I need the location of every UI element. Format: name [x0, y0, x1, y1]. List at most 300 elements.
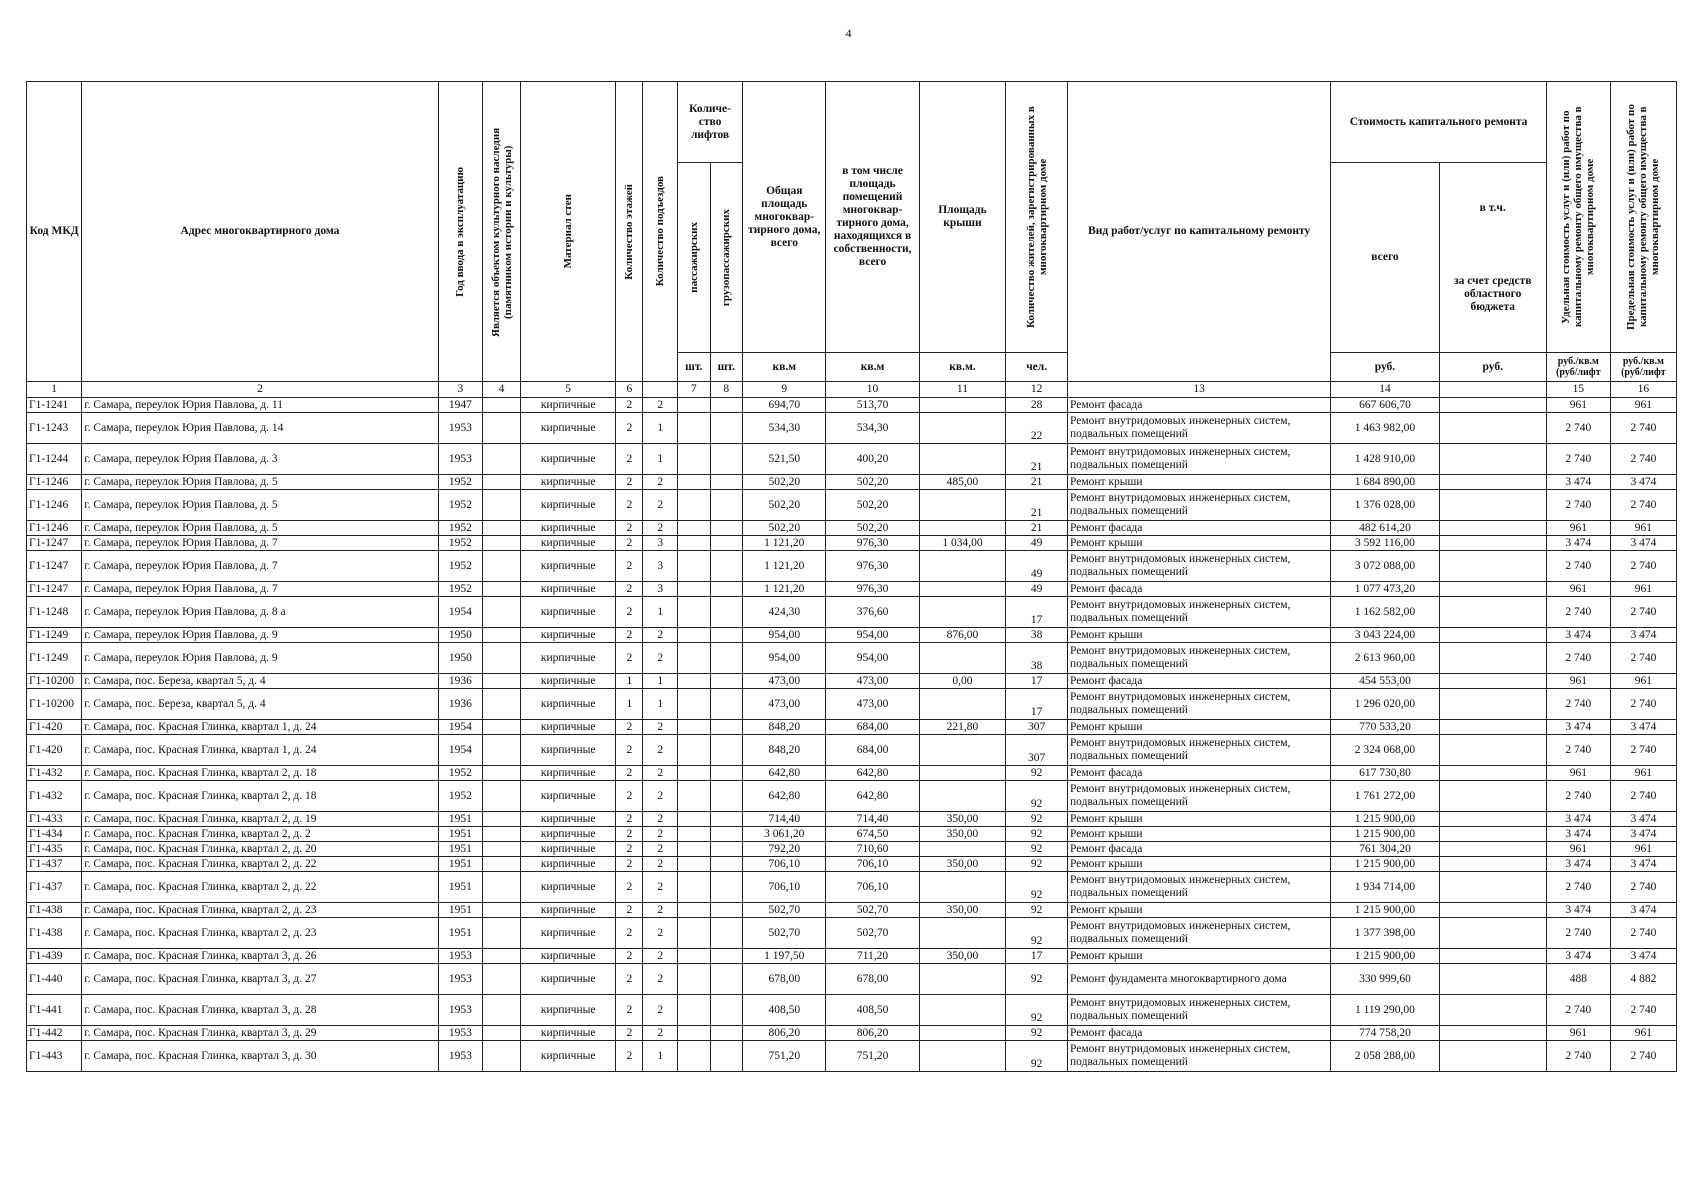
unit-sqm: кв.м — [826, 353, 919, 382]
cell-year: 1953 — [438, 444, 482, 475]
cell-floors: 1 — [616, 689, 643, 720]
table-row — [27, 964, 1677, 995]
cell-floors: 2 — [616, 812, 643, 827]
cell-owned-area: 473,00 — [826, 674, 919, 689]
cell-floors: 2 — [616, 551, 643, 582]
cell-limit-cost: 3 474 — [1610, 903, 1676, 918]
cell-elevators-pass — [678, 674, 711, 689]
cell-entrances: 2 — [643, 781, 678, 812]
cell-wall-material: кирпичные — [520, 872, 615, 903]
cell-floors: 2 — [616, 827, 643, 842]
cell-owned-area: 534,30 — [826, 413, 919, 444]
table-row — [27, 872, 1677, 903]
cell-residents: 28 — [1006, 398, 1068, 413]
cell-unit-cost: 2 740 — [1546, 413, 1610, 444]
cell-total-area: 848,20 — [743, 720, 826, 735]
cell-roof-area — [919, 551, 1006, 582]
cell-entrances: 2 — [643, 475, 678, 490]
column-number — [643, 382, 678, 398]
cell-unit-cost: 2 740 — [1546, 689, 1610, 720]
column-number: 15 — [1546, 382, 1610, 398]
header-limit-cost: Предельная стоимость услуг и (или) работ по капитальному ремонту общего имущества в многоквартирном доме — [1625, 104, 1662, 330]
cell-elevators-cargo — [710, 521, 743, 536]
table-row — [27, 857, 1677, 872]
header-code: Код МКД — [27, 82, 82, 382]
cell-wall-material: кирпичные — [520, 735, 615, 766]
cell-residents: 17 — [1006, 597, 1068, 628]
cell-heritage — [483, 689, 521, 720]
cell-elevators-cargo — [710, 857, 743, 872]
cell-elevators-pass — [678, 689, 711, 720]
cell-address: г. Самара, пос. Красная Глинка, квартал 3, д. 27 — [82, 964, 438, 995]
cell-elevators-cargo — [710, 689, 743, 720]
cell-floors: 2 — [616, 536, 643, 551]
cell-heritage — [483, 781, 521, 812]
cell-cost-regional — [1439, 1041, 1546, 1072]
cell-cost-regional — [1439, 903, 1546, 918]
cell-elevators-cargo — [710, 918, 743, 949]
cell-mkd-code: Г1-1247 — [27, 536, 82, 551]
cell-mkd-code: Г1-1246 — [27, 490, 82, 521]
cell-residents: 92 — [1006, 903, 1068, 918]
cell-entrances: 2 — [643, 964, 678, 995]
cell-wall-material: кирпичные — [520, 857, 615, 872]
cell-limit-cost: 3 474 — [1610, 812, 1676, 827]
capital-repair-table — [26, 81, 1677, 1072]
cell-floors: 1 — [616, 674, 643, 689]
cell-wall-material: кирпичные — [520, 842, 615, 857]
table-row — [27, 413, 1677, 444]
cell-cost-total: 1 215 900,00 — [1331, 812, 1439, 827]
cell-floors: 2 — [616, 398, 643, 413]
cell-heritage — [483, 521, 521, 536]
cell-cost-regional — [1439, 490, 1546, 521]
cell-heritage — [483, 536, 521, 551]
cell-wall-material: кирпичные — [520, 781, 615, 812]
cell-cost-total: 1 215 900,00 — [1331, 827, 1439, 842]
cell-entrances: 3 — [643, 582, 678, 597]
cell-cost-regional — [1439, 643, 1546, 674]
header-elev-pass: пассажирских — [687, 222, 700, 294]
cell-work-type: Ремонт внутридомовых инженерных систем, подвальных помещений — [1068, 689, 1331, 720]
cell-owned-area: 954,00 — [826, 628, 919, 643]
cell-residents: 21 — [1006, 444, 1068, 475]
cell-total-area: 954,00 — [743, 643, 826, 674]
cell-roof-area: 350,00 — [919, 903, 1006, 918]
table-row — [27, 995, 1677, 1026]
column-number: 1 — [27, 382, 82, 398]
cell-entrances: 2 — [643, 720, 678, 735]
cell-roof-area: 1 034,00 — [919, 536, 1006, 551]
cell-total-area: 751,20 — [743, 1041, 826, 1072]
header-cost: Стоимость капитального ремонта — [1331, 82, 1547, 163]
cell-cost-regional — [1439, 1026, 1546, 1041]
cell-unit-cost: 961 — [1546, 1026, 1610, 1041]
cell-heritage — [483, 903, 521, 918]
cell-work-type: Ремонт крыши — [1068, 628, 1331, 643]
cell-total-area: 1 121,20 — [743, 551, 826, 582]
column-number: 8 — [710, 382, 743, 398]
table-row — [27, 812, 1677, 827]
cell-heritage — [483, 628, 521, 643]
cell-owned-area: 976,30 — [826, 551, 919, 582]
cell-cost-total: 1 684 890,00 — [1331, 475, 1439, 490]
cell-unit-cost: 2 740 — [1546, 444, 1610, 475]
cell-year: 1952 — [438, 536, 482, 551]
column-number: 12 — [1006, 382, 1068, 398]
cell-year: 1951 — [438, 918, 482, 949]
cell-unit-cost: 2 740 — [1546, 490, 1610, 521]
cell-total-area: 714,40 — [743, 812, 826, 827]
table-row — [27, 949, 1677, 964]
cell-limit-cost: 2 740 — [1610, 995, 1676, 1026]
cell-elevators-cargo — [710, 1041, 743, 1072]
cell-elevators-pass — [678, 398, 711, 413]
cell-year: 1951 — [438, 842, 482, 857]
cell-roof-area — [919, 872, 1006, 903]
cell-unit-cost: 3 474 — [1546, 628, 1610, 643]
cell-work-type: Ремонт фасада — [1068, 398, 1331, 413]
cell-roof-area — [919, 582, 1006, 597]
cell-elevators-pass — [678, 827, 711, 842]
cell-address: г. Самара, переулок Юрия Павлова, д. 9 — [82, 643, 438, 674]
cell-cost-total: 1 215 900,00 — [1331, 857, 1439, 872]
cell-elevators-pass — [678, 444, 711, 475]
cell-residents: 92 — [1006, 872, 1068, 903]
cell-elevators-cargo — [710, 643, 743, 674]
cell-residents: 307 — [1006, 720, 1068, 735]
cell-total-area: 3 061,20 — [743, 827, 826, 842]
header-roof-area: Площадь крыши — [919, 82, 1006, 353]
cell-total-area: 408,50 — [743, 995, 826, 1026]
cell-address: г. Самара, переулок Юрия Павлова, д. 11 — [82, 398, 438, 413]
cell-elevators-pass — [678, 536, 711, 551]
cell-owned-area: 642,80 — [826, 766, 919, 781]
cell-total-area: 954,00 — [743, 628, 826, 643]
cell-heritage — [483, 720, 521, 735]
cell-heritage — [483, 918, 521, 949]
cell-cost-regional — [1439, 444, 1546, 475]
cell-owned-area: 502,70 — [826, 903, 919, 918]
table-row — [27, 521, 1677, 536]
cell-year: 1952 — [438, 551, 482, 582]
cell-floors: 2 — [616, 628, 643, 643]
cell-heritage — [483, 1041, 521, 1072]
cell-roof-area — [919, 964, 1006, 995]
table-row — [27, 643, 1677, 674]
cell-address: г. Самара, переулок Юрия Павлова, д. 5 — [82, 521, 438, 536]
cell-entrances: 2 — [643, 903, 678, 918]
cell-elevators-pass — [678, 949, 711, 964]
cell-floors: 2 — [616, 735, 643, 766]
cell-elevators-pass — [678, 872, 711, 903]
cell-address: г. Самара, переулок Юрия Павлова, д. 9 — [82, 628, 438, 643]
cell-wall-material: кирпичные — [520, 521, 615, 536]
cell-elevators-cargo — [710, 995, 743, 1026]
cell-floors: 2 — [616, 781, 643, 812]
cell-year: 1953 — [438, 1041, 482, 1072]
cell-cost-total: 454 553,00 — [1331, 674, 1439, 689]
cell-elevators-cargo — [710, 842, 743, 857]
table-row — [27, 582, 1677, 597]
cell-wall-material: кирпичные — [520, 536, 615, 551]
cell-cost-total: 1 077 473,20 — [1331, 582, 1439, 597]
cell-work-type: Ремонт внутридомовых инженерных систем, подвальных помещений — [1068, 735, 1331, 766]
cell-cost-regional — [1439, 475, 1546, 490]
unit-rub: руб. — [1439, 353, 1546, 382]
cell-entrances: 3 — [643, 536, 678, 551]
cell-owned-area: 502,20 — [826, 490, 919, 521]
cell-entrances: 2 — [643, 628, 678, 643]
cell-entrances: 2 — [643, 949, 678, 964]
cell-cost-total: 3 043 224,00 — [1331, 628, 1439, 643]
cell-total-area: 848,20 — [743, 735, 826, 766]
unit-sqm: кв.м. — [919, 353, 1006, 382]
cell-cost-total: 482 614,20 — [1331, 521, 1439, 536]
cell-mkd-code: Г1-1243 — [27, 413, 82, 444]
cell-total-area: 473,00 — [743, 689, 826, 720]
cell-cost-regional — [1439, 918, 1546, 949]
cell-cost-total: 2 613 960,00 — [1331, 643, 1439, 674]
cell-residents: 92 — [1006, 995, 1068, 1026]
header-heritage: Является объектом культурного наследия (памятником истории и культуры) — [489, 126, 514, 337]
cell-cost-regional — [1439, 812, 1546, 827]
cell-cost-total: 1 162 582,00 — [1331, 597, 1439, 628]
cell-limit-cost: 2 740 — [1610, 918, 1676, 949]
cell-total-area: 792,20 — [743, 842, 826, 857]
cell-total-area: 1 197,50 — [743, 949, 826, 964]
cell-mkd-code: Г1-1246 — [27, 475, 82, 490]
cell-roof-area — [919, 521, 1006, 536]
cell-elevators-cargo — [710, 582, 743, 597]
cell-mkd-code: Г1-433 — [27, 812, 82, 827]
cell-cost-total: 2 324 068,00 — [1331, 735, 1439, 766]
cell-limit-cost: 3 474 — [1610, 536, 1676, 551]
cell-heritage — [483, 872, 521, 903]
cell-work-type: Ремонт внутридомовых инженерных систем, подвальных помещений — [1068, 444, 1331, 475]
cell-elevators-pass — [678, 720, 711, 735]
cell-roof-area — [919, 1041, 1006, 1072]
cell-total-area: 706,10 — [743, 872, 826, 903]
cell-floors: 2 — [616, 1026, 643, 1041]
cell-owned-area: 376,60 — [826, 597, 919, 628]
cell-year: 1953 — [438, 995, 482, 1026]
cell-limit-cost: 2 740 — [1610, 872, 1676, 903]
cell-floors: 2 — [616, 918, 643, 949]
cell-entrances: 2 — [643, 766, 678, 781]
cell-address: г. Самара, пос. Красная Глинка, квартал 2, д. 18 — [82, 766, 438, 781]
cell-total-area: 502,70 — [743, 918, 826, 949]
cell-cost-total: 1 119 290,00 — [1331, 995, 1439, 1026]
cell-address: г. Самара, переулок Юрия Павлова, д. 3 — [82, 444, 438, 475]
table-row — [27, 689, 1677, 720]
cell-heritage — [483, 964, 521, 995]
cell-entrances: 2 — [643, 995, 678, 1026]
cell-mkd-code: Г1-438 — [27, 903, 82, 918]
cell-mkd-code: Г1-1246 — [27, 521, 82, 536]
cell-roof-area: 0,00 — [919, 674, 1006, 689]
cell-floors: 2 — [616, 597, 643, 628]
cell-elevators-pass — [678, 1041, 711, 1072]
cell-roof-area — [919, 643, 1006, 674]
cell-entrances: 2 — [643, 812, 678, 827]
cell-residents: 92 — [1006, 918, 1068, 949]
cell-elevators-pass — [678, 582, 711, 597]
cell-total-area: 1 121,20 — [743, 582, 826, 597]
cell-entrances: 2 — [643, 1026, 678, 1041]
cell-total-area: 642,80 — [743, 766, 826, 781]
column-number — [1439, 382, 1546, 398]
cell-floors: 2 — [616, 643, 643, 674]
unit-rub: руб. — [1331, 353, 1439, 382]
cell-limit-cost: 961 — [1610, 842, 1676, 857]
cell-elevators-pass — [678, 766, 711, 781]
cell-heritage — [483, 842, 521, 857]
cell-owned-area: 976,30 — [826, 536, 919, 551]
cell-year: 1951 — [438, 872, 482, 903]
cell-owned-area: 714,40 — [826, 812, 919, 827]
cell-limit-cost: 3 474 — [1610, 720, 1676, 735]
column-number: 2 — [82, 382, 438, 398]
header-unit-cost: Удельная стоимость услуг и (или) работ по капитальному ремонту общего имущества в многоквартирном доме — [1560, 106, 1597, 328]
cell-wall-material: кирпичные — [520, 628, 615, 643]
header-work-type: Вид работ/услуг по капитальному ремонту — [1068, 82, 1331, 382]
cell-heritage — [483, 582, 521, 597]
cell-roof-area — [919, 1026, 1006, 1041]
cell-wall-material: кирпичные — [520, 413, 615, 444]
cell-residents: 92 — [1006, 812, 1068, 827]
header-owned-area: в том числе площадь помещений многоквар-тирного дома, находящихся в собственности, всего — [826, 82, 919, 353]
cell-heritage — [483, 475, 521, 490]
cell-work-type: Ремонт фасада — [1068, 582, 1331, 597]
cell-limit-cost: 2 740 — [1610, 1041, 1676, 1072]
cell-cost-regional — [1439, 720, 1546, 735]
cell-elevators-cargo — [710, 1026, 743, 1041]
cell-residents: 92 — [1006, 1041, 1068, 1072]
cell-year: 1952 — [438, 766, 482, 781]
cell-owned-area: 684,00 — [826, 735, 919, 766]
cell-unit-cost: 2 740 — [1546, 872, 1610, 903]
cell-floors: 2 — [616, 842, 643, 857]
table-row — [27, 444, 1677, 475]
cell-floors: 2 — [616, 413, 643, 444]
cell-wall-material: кирпичные — [520, 643, 615, 674]
cell-cost-total: 1 761 272,00 — [1331, 781, 1439, 812]
cell-floors: 2 — [616, 766, 643, 781]
cell-entrances: 2 — [643, 398, 678, 413]
cell-elevators-pass — [678, 490, 711, 521]
cell-address: г. Самара, пос. Красная Глинка, квартал 1, д. 24 — [82, 735, 438, 766]
cell-cost-total: 1 377 398,00 — [1331, 918, 1439, 949]
cell-elevators-cargo — [710, 490, 743, 521]
cell-year: 1950 — [438, 643, 482, 674]
cell-unit-cost: 3 474 — [1546, 949, 1610, 964]
cell-unit-cost: 961 — [1546, 582, 1610, 597]
cell-address: г. Самара, пос. Красная Глинка, квартал 2, д. 22 — [82, 872, 438, 903]
cell-roof-area: 350,00 — [919, 827, 1006, 842]
cell-mkd-code: Г1-443 — [27, 1041, 82, 1072]
cell-limit-cost: 2 740 — [1610, 643, 1676, 674]
cell-elevators-pass — [678, 857, 711, 872]
cell-work-type: Ремонт фундамента многоквартирного дома — [1068, 964, 1331, 995]
cell-floors: 2 — [616, 475, 643, 490]
cell-unit-cost: 3 474 — [1546, 812, 1610, 827]
cell-elevators-cargo — [710, 475, 743, 490]
cell-limit-cost: 961 — [1610, 674, 1676, 689]
cell-year: 1951 — [438, 827, 482, 842]
cell-entrances: 1 — [643, 674, 678, 689]
table-row — [27, 827, 1677, 842]
cell-total-area: 473,00 — [743, 674, 826, 689]
page-number: 4 — [845, 26, 852, 40]
cell-year: 1954 — [438, 597, 482, 628]
cell-cost-regional — [1439, 628, 1546, 643]
cell-elevators-pass — [678, 903, 711, 918]
cell-mkd-code: Г1-437 — [27, 857, 82, 872]
cell-unit-cost: 3 474 — [1546, 903, 1610, 918]
cell-total-area: 502,20 — [743, 490, 826, 521]
column-number: 13 — [1068, 382, 1331, 398]
cell-elevators-cargo — [710, 827, 743, 842]
cell-roof-area — [919, 597, 1006, 628]
cell-work-type: Ремонт крыши — [1068, 536, 1331, 551]
cell-roof-area — [919, 490, 1006, 521]
cell-mkd-code: Г1-420 — [27, 720, 82, 735]
cell-roof-area: 350,00 — [919, 949, 1006, 964]
cell-unit-cost: 2 740 — [1546, 551, 1610, 582]
cell-roof-area — [919, 735, 1006, 766]
cell-unit-cost: 961 — [1546, 674, 1610, 689]
cell-cost-regional — [1439, 597, 1546, 628]
cell-mkd-code: Г1-437 — [27, 872, 82, 903]
unit-people: чел. — [1006, 353, 1068, 382]
cell-mkd-code: Г1-1244 — [27, 444, 82, 475]
cell-year: 1951 — [438, 812, 482, 827]
cell-owned-area: 954,00 — [826, 643, 919, 674]
cell-roof-area: 350,00 — [919, 857, 1006, 872]
cell-entrances: 2 — [643, 521, 678, 536]
cell-mkd-code: Г1-10200 — [27, 689, 82, 720]
header-elev-cargo: грузопассажирских — [720, 209, 733, 307]
unit-rub-sqm: руб./кв.м (руб/лифт — [1610, 353, 1676, 382]
cell-entrances: 1 — [643, 689, 678, 720]
cell-address: г. Самара, пос. Береза, квартал 5, д. 4 — [82, 674, 438, 689]
cell-mkd-code: Г1-1247 — [27, 582, 82, 597]
cell-elevators-cargo — [710, 812, 743, 827]
cell-entrances: 3 — [643, 551, 678, 582]
cell-mkd-code: Г1-439 — [27, 949, 82, 964]
cell-heritage — [483, 643, 521, 674]
cell-address: г. Самара, пос. Красная Глинка, квартал 2, д. 23 — [82, 918, 438, 949]
cell-mkd-code: Г1-442 — [27, 1026, 82, 1041]
cell-residents: 17 — [1006, 689, 1068, 720]
cell-address: г. Самара, пос. Красная Глинка, квартал 3, д. 30 — [82, 1041, 438, 1072]
cell-roof-area — [919, 995, 1006, 1026]
cell-floors: 2 — [616, 857, 643, 872]
cell-address: г. Самара, переулок Юрия Павлова, д. 7 — [82, 582, 438, 597]
cell-heritage — [483, 551, 521, 582]
cell-entrances: 2 — [643, 842, 678, 857]
cell-limit-cost: 4 882 — [1610, 964, 1676, 995]
cell-cost-regional — [1439, 551, 1546, 582]
cell-residents: 49 — [1006, 551, 1068, 582]
cell-floors: 2 — [616, 903, 643, 918]
header-total-area: Общая площадь многоквар-тирного дома, всего — [743, 82, 826, 353]
cell-owned-area: 502,20 — [826, 521, 919, 536]
cell-cost-regional — [1439, 766, 1546, 781]
cell-entrances: 1 — [643, 1041, 678, 1072]
cell-cost-total: 1 428 910,00 — [1331, 444, 1439, 475]
